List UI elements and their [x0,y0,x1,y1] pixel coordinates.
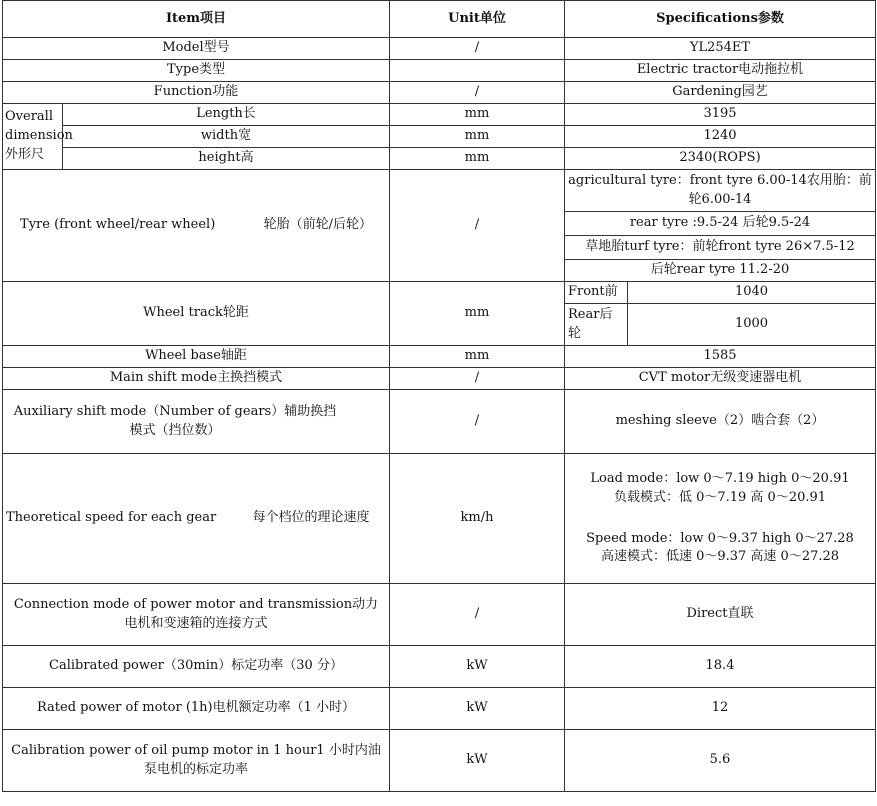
length-unit: mm [390,104,565,126]
connection-unit: / [390,584,565,646]
aux-shift-spec: meshing sleeve（2）啮合套（2） [565,390,876,454]
row-wheel-base [3,346,876,368]
speed-high-en: Speed mode：low 0～9.37 high 0～27.28 [586,530,854,546]
row-length [3,104,876,126]
header-unit: Unit单位 [390,1,565,38]
main-shift-spec: CVT motor无级变速器电机 [565,368,876,390]
tyre-spec-turf: 草地胎turf tyre：前轮front tyre 26×7.5-12 [565,236,876,260]
row-model [3,38,876,60]
header-spec: Specifications参数 [565,1,876,38]
speed-item [3,454,390,584]
row-rated [3,688,876,730]
tyre-spec-rear: rear tyre :9.5-24 后轮9.5-24 [565,212,876,236]
tyre-spec-agricultural: agricultural tyre：front tyre 6.00-14农用胎：前轮6.00-14 [565,170,876,212]
speed-item-en: Theoretical speed for each gear [6,510,217,526]
rated-unit: kW [390,688,565,730]
speed-item-cn: 每个档位的理论速度 [252,510,370,526]
tyre-item [3,170,390,282]
height-unit: mm [390,148,565,170]
wheel-base-spec: 1585 [565,346,876,368]
row-main-shift [3,368,876,390]
length-item: Length长 [63,104,390,126]
height-spec: 2340(ROPS) [565,148,876,170]
oil-pump-spec: 5.6 [565,730,876,792]
overall-dimension-label: Overall dimension外形尺 [3,104,63,170]
header-row [3,1,876,38]
width-unit: mm [390,126,565,148]
row-wheel-track-front [3,282,876,304]
row-width [3,126,876,148]
type-spec: Electric tractor电动拖拉机 [565,60,876,82]
tyre-item-en: Tyre (front wheel/rear wheel) [20,217,216,233]
rated-spec: 12 [565,688,876,730]
function-item: Function功能 [3,82,390,104]
wheel-track-rear-value: 1000 [628,304,876,346]
type-item: Type类型 [3,60,390,82]
width-item: width宽 [63,126,390,148]
connection-spec: Direct直联 [565,584,876,646]
row-oil-pump [3,730,876,792]
main-shift-item: Main shift mode主换挡模式 [3,368,390,390]
row-connection [3,584,876,646]
wheel-track-unit: mm [390,282,565,346]
speed-high-cn: 高速模式：低速 0～9.37 高速 0～27.28 [600,549,840,565]
function-spec: Gardening园艺 [565,82,876,104]
type-unit [390,60,565,82]
row-height [3,148,876,170]
wheel-base-item: Wheel base轴距 [3,346,390,368]
specification-table [2,0,876,792]
model-spec: YL254ET [565,38,876,60]
height-item: height高 [63,148,390,170]
rated-item: Rated power of motor (1h)电机额定功率（1 小时） [3,688,390,730]
model-unit: / [390,38,565,60]
wheel-track-front-value: 1040 [628,282,876,304]
aux-shift-unit: / [390,390,565,454]
speed-spec [565,454,876,584]
connection-item: Connection mode of power motor and transmission动力电机和变速箱的连接方式 [3,584,390,646]
speed-unit: km/h [390,454,565,584]
wheel-track-front-label: Front前 [565,282,628,304]
speed-load-en: Load mode：low 0～7.19 high 0～20.91 [590,470,850,486]
row-tyre [3,170,876,212]
aux-shift-item: Auxiliary shift mode（Number of gears）辅助换挡模式（挡位数） [3,390,390,454]
wheel-base-unit: mm [390,346,565,368]
calibrated-spec: 18.4 [565,646,876,688]
calibrated-item: Calibrated power（30min）标定功率（30 分） [3,646,390,688]
length-spec: 3195 [565,104,876,126]
header-item: Item项目 [3,1,390,38]
tyre-spec-turf-rear: 后轮rear tyre 11.2-20 [565,260,876,282]
row-speed [3,454,876,584]
tyre-item-cn: 轮胎（前轮/后轮） [263,217,372,233]
oil-pump-item: Calibration power of oil pump motor in 1 hour1 小时内油泵电机的标定功率 [3,730,390,792]
function-unit: / [390,82,565,104]
oil-pump-unit: kW [390,730,565,792]
calibrated-unit: kW [390,646,565,688]
model-item: Model型号 [3,38,390,60]
wheel-track-item: Wheel track轮距 [3,282,390,346]
row-calibrated [3,646,876,688]
main-shift-unit: / [390,368,565,390]
row-type [3,60,876,82]
width-spec: 1240 [565,126,876,148]
tyre-unit: / [390,170,565,282]
row-aux-shift [3,390,876,454]
row-function [3,82,876,104]
wheel-track-rear-label: Rear后轮 [565,304,628,346]
speed-load-cn: 负载模式：低 0～7.19 高 0～20.91 [613,489,827,505]
